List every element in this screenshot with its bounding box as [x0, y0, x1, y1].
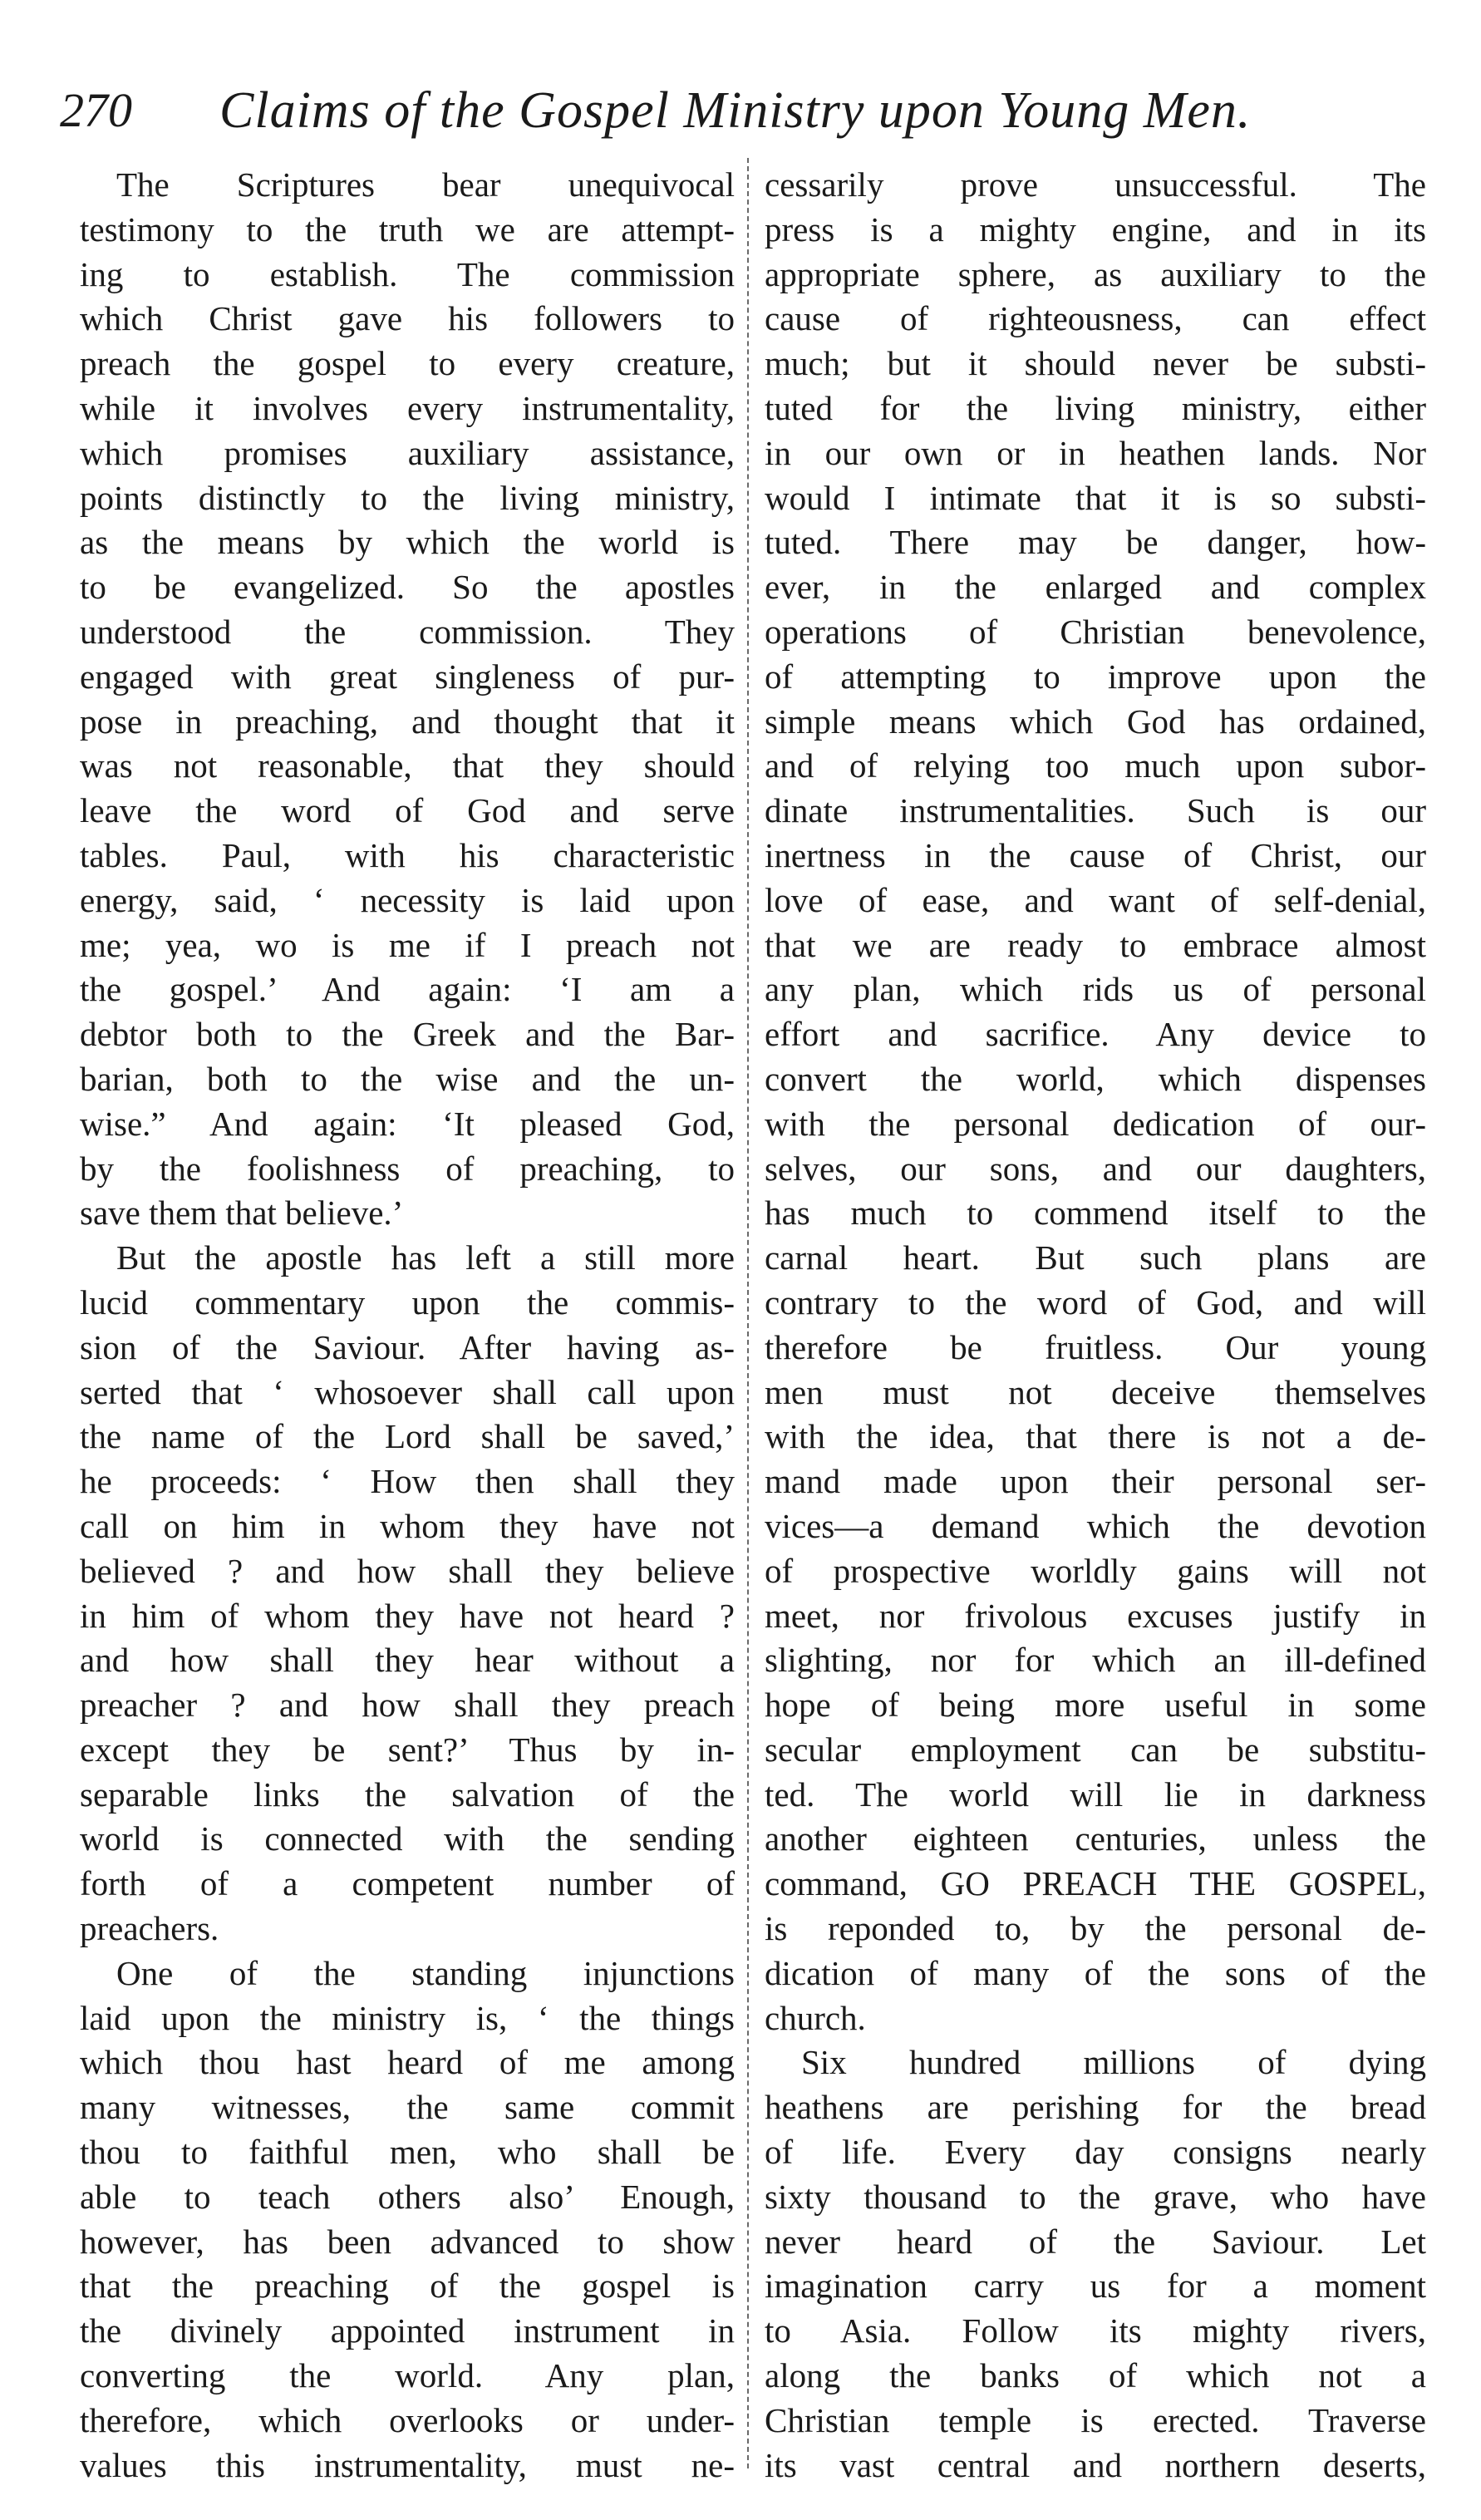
text-line: therefore be fruitless. Our young	[765, 1327, 1426, 1366]
text-line: would I intimate that it is so substi-	[765, 478, 1426, 517]
text-line: converting the world. Any plan,	[80, 2356, 735, 2395]
text-line: except they be sent?’ Thus by in-	[80, 1730, 735, 1769]
text-line: by the foolishness of preaching, to	[80, 1149, 735, 1188]
text-line: mand made upon their personal ser-	[765, 1462, 1426, 1501]
text-line: ing to establish. The commission	[80, 254, 735, 293]
text-line: has much to commend itself to the	[765, 1194, 1426, 1233]
text-line: command, GO PREACH THE GOSPEL,	[765, 1864, 1426, 1903]
text-line: with the personal dedication of our-	[765, 1104, 1426, 1143]
text-line: cessarily prove unsuccessful. The	[765, 165, 1426, 204]
text-line: as the means by which the world is	[80, 523, 735, 562]
text-line: never heard of the Saviour. Let	[765, 2222, 1426, 2261]
text-line: love of ease, and want of self-denial,	[765, 880, 1426, 919]
text-line: vices—a demand which the devotion	[765, 1506, 1426, 1545]
text-line: wise.” And again: ‘It pleased God,	[80, 1104, 735, 1143]
text-line: of life. Every day consigns nearly	[765, 2133, 1426, 2172]
text-line: thou to faithful men, who shall be	[80, 2133, 735, 2172]
text-line: One of the standing injunctions	[116, 1953, 735, 1992]
text-line: forth of a competent number of	[80, 1864, 735, 1903]
text-line: many witnesses, the same commit	[80, 2088, 735, 2127]
text-line: able to teach others also’ Enough,	[80, 2177, 735, 2216]
text-line: which Christ gave his followers to	[80, 299, 735, 338]
text-line: of prospective worldly gains will not	[765, 1551, 1426, 1590]
text-line: the name of the Lord shall be saved,’	[80, 1417, 735, 1456]
text-line: with the idea, that there is not a de-	[765, 1417, 1426, 1456]
text-line: laid upon the ministry is, ‘ the things	[80, 1998, 735, 2037]
text-line: world is connected with the sending	[80, 1819, 735, 1858]
text-line: simple means which God has ordained,	[765, 701, 1426, 741]
text-line: to be evangelized. So the apostles	[80, 568, 735, 607]
text-line: in him of whom they have not heard ?	[80, 1596, 735, 1635]
text-line: call on him in whom they have not	[80, 1506, 735, 1545]
text-line: contrary to the word of God, and will	[765, 1282, 1426, 1322]
text-line: however, has been advanced to show	[80, 2222, 735, 2261]
text-line: appropriate sphere, as auxiliary to the	[765, 254, 1426, 293]
text-line: hope of being more useful in some	[765, 1686, 1426, 1725]
text-line: separable links the salvation of the	[80, 1774, 735, 1814]
text-line: values this instrumentality, must ne-	[80, 2445, 735, 2484]
text-line: and how shall they hear without a	[80, 1641, 735, 1680]
text-line: another eighteen centuries, unless the	[765, 1819, 1426, 1858]
text-line: carnal heart. But such plans are	[765, 1238, 1426, 1277]
text-line: and of relying too much upon subor-	[765, 746, 1426, 785]
text-line: barian, both to the wise and the un-	[80, 1059, 735, 1098]
text-line: serted that ‘ whosoever shall call upon	[80, 1372, 735, 1411]
text-line: to Asia. Follow its mighty rivers,	[765, 2311, 1426, 2350]
text-line: lucid commentary upon the commis-	[80, 1282, 735, 1322]
text-line: dication of many of the sons of the	[765, 1953, 1426, 1992]
text-line: But the apostle has left a still more	[116, 1238, 735, 1277]
left-text-column	[80, 163, 735, 2488]
text-line: save them that believe.’	[80, 1194, 404, 1233]
text-line: meet, nor frivolous excuses justify in	[765, 1596, 1426, 1635]
text-line: heathens are perishing for the bread	[765, 2088, 1426, 2127]
text-line: debtor both to the Greek and the Bar-	[80, 1015, 735, 1054]
text-line: testimony to the truth we are attempt-	[80, 209, 735, 249]
text-line: engaged with great singleness of pur-	[80, 657, 735, 696]
text-line: effort and sacrifice. Any device to	[765, 1015, 1426, 1054]
text-line: slighting, nor for which an ill-defined	[765, 1641, 1426, 1680]
text-line: pose in preaching, and thought that it	[80, 701, 735, 741]
text-line: of attempting to improve upon the	[765, 657, 1426, 696]
text-line: ever, in the enlarged and complex	[765, 568, 1426, 607]
text-line: selves, our sons, and our daughters,	[765, 1149, 1426, 1188]
running-title: Claims of the Gospel Ministry upon Young Men.	[219, 82, 1252, 139]
text-line: preachers.	[80, 1909, 219, 1948]
text-line: preacher ? and how shall they preach	[80, 1686, 735, 1725]
text-line: energy, said, ‘ necessity is laid upon	[80, 880, 735, 919]
text-line: church.	[765, 1998, 866, 2037]
text-line: cause of righteousness, can effect	[765, 299, 1426, 338]
text-line: is reponded to, by the personal de-	[765, 1909, 1426, 1948]
text-line: believed ? and how shall they believe	[80, 1551, 735, 1590]
text-line: ted. The world will lie in darkness	[765, 1774, 1426, 1814]
text-line: Six hundred millions of dying	[801, 2043, 1426, 2082]
text-line: the divinely appointed instrument in	[80, 2311, 735, 2350]
text-line: which thou hast heard of me among	[80, 2043, 735, 2082]
text-line: Christian temple is erected. Traverse	[765, 2400, 1426, 2439]
text-line: that we are ready to embrace almost	[765, 925, 1426, 964]
text-line: in our own or in heathen lands. Nor	[765, 433, 1426, 472]
column-divider	[747, 158, 749, 2468]
right-text-column	[765, 163, 1426, 2488]
text-line: along the banks of which not a	[765, 2356, 1426, 2395]
text-line: that the preaching of the gospel is	[80, 2267, 735, 2306]
text-line: while it involves every instrumentality,	[80, 388, 735, 427]
text-line: The Scriptures bear unequivocal	[116, 165, 735, 204]
page-number: 270	[60, 83, 132, 137]
text-line: tables. Paul, with his characteristic	[80, 835, 735, 874]
text-line: secular employment can be substitu-	[765, 1730, 1426, 1769]
text-line: was not reasonable, that they should	[80, 746, 735, 785]
text-line: preach the gospel to every creature,	[80, 344, 735, 383]
text-line: tuted. There may be danger, how-	[765, 523, 1426, 562]
text-line: points distinctly to the living ministry,	[80, 478, 735, 517]
text-line: leave the word of God and serve	[80, 791, 735, 830]
text-line: which promises auxiliary assistance,	[80, 433, 735, 472]
text-line: the gospel.’ And again: ‘I am a	[80, 970, 735, 1009]
text-line: its vast central and northern deserts,	[765, 2445, 1426, 2484]
text-line: any plan, which rids us of personal	[765, 970, 1426, 1009]
text-line: sion of the Saviour. After having as-	[80, 1327, 735, 1366]
text-line: press is a mighty engine, and in its	[765, 209, 1426, 249]
text-line: sixty thousand to the grave, who have	[765, 2177, 1426, 2216]
text-line: inertness in the cause of Christ, our	[765, 835, 1426, 874]
text-line: men must not deceive themselves	[765, 1372, 1426, 1411]
text-line: therefore, which overlooks or under-	[80, 2400, 735, 2439]
text-line: understood the commission. They	[80, 612, 735, 651]
text-line: imagination carry us for a moment	[765, 2267, 1426, 2306]
text-line: tuted for the living ministry, either	[765, 388, 1426, 427]
text-line: much; but it should never be substi-	[765, 344, 1426, 383]
text-line: me; yea, wo is me if I preach not	[80, 925, 735, 964]
text-line: operations of Christian benevolence,	[765, 612, 1426, 651]
text-line: convert the world, which dispenses	[765, 1059, 1426, 1098]
text-line: he proceeds: ‘ How then shall they	[80, 1462, 735, 1501]
text-line: dinate instrumentalities. Such is our	[765, 791, 1426, 830]
page-header	[60, 73, 1431, 148]
